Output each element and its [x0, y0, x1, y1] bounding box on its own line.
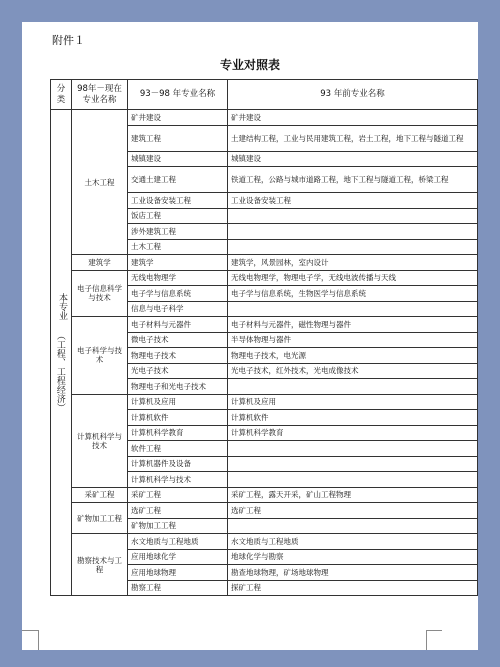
group-name-cell: 土木工程 [72, 110, 128, 255]
category-cell [51, 110, 72, 596]
group-name-cell: 采矿工程 [72, 487, 128, 503]
major-93-98-cell: 计算机科学与技术 [128, 472, 228, 488]
crop-mark [426, 630, 427, 650]
document-page [22, 22, 478, 650]
major-pre-93-cell: 计算机科学教育 [228, 425, 478, 441]
major-93-98-cell: 软件工程 [128, 441, 228, 457]
major-pre-93-cell [228, 472, 478, 488]
table-row [51, 487, 478, 503]
major-pre-93-cell [228, 518, 478, 534]
major-93-98-cell: 信息与电子科学 [128, 301, 228, 317]
major-93-98-cell: 涉外建筑工程 [128, 224, 228, 240]
page-title: 专业对照表 [219, 58, 280, 72]
major-93-98-cell: 计算机软件 [128, 410, 228, 426]
major-93-98-cell: 应用地球物理 [128, 565, 228, 581]
major-pre-93-cell: 城镇建设 [228, 151, 478, 167]
group-name-cell: 勘察技术与工程 [72, 534, 128, 596]
major-93-98-cell: 城镇建设 [128, 151, 228, 167]
major-93-98-cell: 采矿工程 [128, 487, 228, 503]
major-pre-93-cell [228, 301, 478, 317]
major-pre-93-cell: 电子学与信息系统，生物医学与信息系统 [228, 286, 478, 302]
major-93-98-cell: 应用地球化学 [128, 549, 228, 565]
major-pre-93-cell: 建筑学，风景园林，室内设计 [228, 255, 478, 271]
major-pre-93-cell [228, 224, 478, 240]
major-93-98-cell: 矿井建设 [128, 110, 228, 126]
major-93-98-cell: 土木工程 [128, 239, 228, 255]
table-row [51, 534, 478, 550]
major-pre-93-cell [228, 441, 478, 457]
major-93-98-cell: 计算机科学教育 [128, 425, 228, 441]
column-header: 98年－现在专业名称 [72, 80, 128, 110]
major-93-98-cell: 物理电子和光电子技术 [128, 379, 228, 395]
major-pre-93-cell: 采矿工程，露天开采，矿山工程物理 [228, 487, 478, 503]
major-93-98-cell: 无线电物理学 [128, 270, 228, 286]
table-row [51, 255, 478, 271]
major-pre-93-cell: 探矿工程 [228, 580, 478, 596]
major-pre-93-cell: 计算机软件 [228, 410, 478, 426]
major-pre-93-cell [228, 239, 478, 255]
crop-mark [38, 630, 39, 650]
major-pre-93-cell: 电子材料与元器件，磁性物理与器件 [228, 317, 478, 333]
group-name-cell: 建筑学 [72, 255, 128, 271]
major-pre-93-cell: 光电子技术，红外技术，光电成像技术 [228, 363, 478, 379]
major-93-98-cell: 物理电子技术 [128, 348, 228, 364]
group-name-cell: 矿物加工工程 [72, 503, 128, 534]
major-pre-93-cell: 土建结构工程，工业与民用建筑工程，岩土工程，地下工程与隧道工程 [228, 125, 478, 151]
column-header: 分类 [51, 80, 72, 110]
major-93-98-cell: 选矿工程 [128, 503, 228, 519]
table-row [51, 270, 478, 286]
major-pre-93-cell: 水文地质与工程地质 [228, 534, 478, 550]
table-body [51, 110, 478, 596]
table-header-row [51, 80, 478, 110]
group-name-cell: 电子科学与技术 [72, 317, 128, 395]
crop-mark [426, 630, 442, 631]
major-93-98-cell: 计算机及应用 [128, 394, 228, 410]
major-pre-93-cell [228, 456, 478, 472]
major-93-98-cell: 电子学与信息系统 [128, 286, 228, 302]
major-93-98-cell: 建筑学 [128, 255, 228, 271]
major-pre-93-cell [228, 208, 478, 224]
major-93-98-cell: 交通土建工程 [128, 167, 228, 193]
major-pre-93-cell: 无线电物理学，物理电子学，无线电波传播与天线 [228, 270, 478, 286]
table-row [51, 317, 478, 333]
major-pre-93-cell: 选矿工程 [228, 503, 478, 519]
major-pre-93-cell [228, 379, 478, 395]
table-row [51, 503, 478, 519]
major-93-98-cell: 微电子技术 [128, 332, 228, 348]
crop-mark [22, 630, 38, 631]
major-93-98-cell: 建筑工程 [128, 125, 228, 151]
major-pre-93-cell: 勘查地球物理，矿场地球物理 [228, 565, 478, 581]
group-name-cell: 电子信息科学与技术 [72, 270, 128, 317]
group-name-cell: 计算机科学与技术 [72, 394, 128, 487]
major-93-98-cell: 电子材料与元器件 [128, 317, 228, 333]
major-comparison-table [50, 79, 478, 596]
major-93-98-cell: 饭店工程 [128, 208, 228, 224]
major-pre-93-cell: 计算机及应用 [228, 394, 478, 410]
major-pre-93-cell: 工业设备安装工程 [228, 193, 478, 209]
column-header: 93－98 年专业名称 [128, 80, 228, 110]
table-row [51, 394, 478, 410]
major-pre-93-cell: 矿井建设 [228, 110, 478, 126]
major-pre-93-cell: 半导体物理与器件 [228, 332, 478, 348]
major-93-98-cell: 水文地质与工程地质 [128, 534, 228, 550]
major-pre-93-cell: 铁道工程，公路与城市道路工程，地下工程与隧道工程，桥梁工程 [228, 167, 478, 193]
major-93-98-cell: 计算机器件及设备 [128, 456, 228, 472]
major-pre-93-cell: 地球化学与勘察 [228, 549, 478, 565]
table-row [51, 110, 478, 126]
category-main: 本专业 [56, 292, 67, 320]
major-pre-93-cell: 物理电子技术，电光源 [228, 348, 478, 364]
attachment-label: 附件１ [52, 34, 85, 47]
major-93-98-cell: 光电子技术 [128, 363, 228, 379]
category-paren: （工程、工程经济） [54, 331, 65, 413]
major-93-98-cell: 勘察工程 [128, 580, 228, 596]
column-header: 93 年前专业名称 [228, 80, 478, 110]
major-93-98-cell: 工业设备安装工程 [128, 193, 228, 209]
major-93-98-cell: 矿物加工工程 [128, 518, 228, 534]
